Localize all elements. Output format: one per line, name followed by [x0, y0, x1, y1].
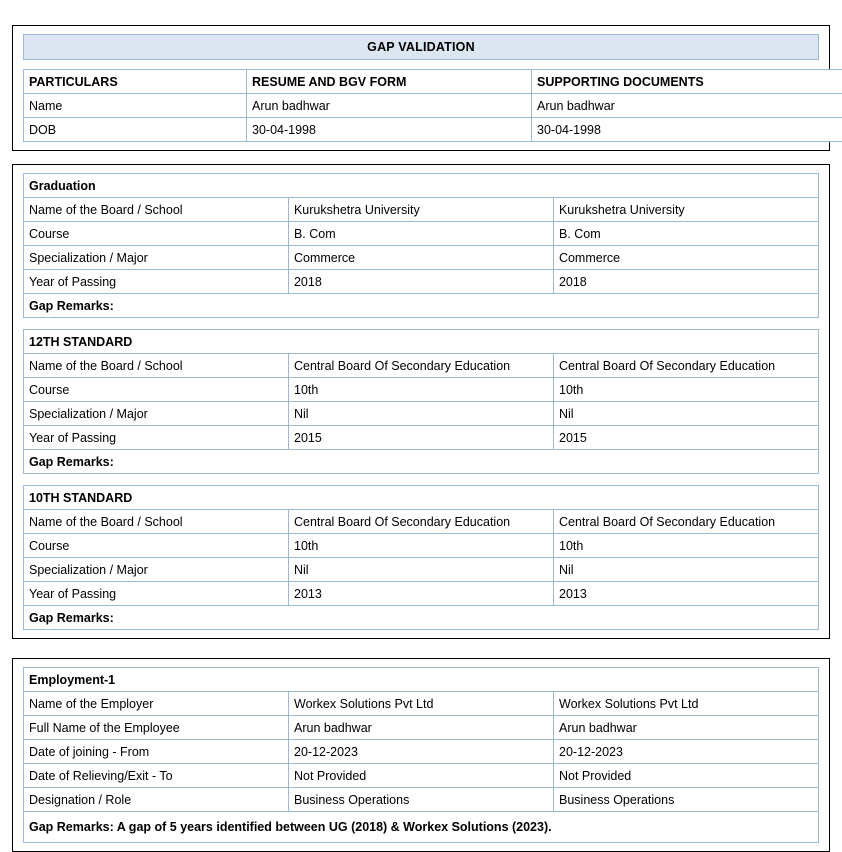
row-label: Name of the Board / School	[24, 198, 289, 222]
block-spacer	[23, 474, 819, 485]
table-row	[24, 716, 819, 740]
band-row	[24, 486, 819, 510]
table-row	[24, 222, 819, 246]
table-row	[24, 510, 819, 534]
row-resume-name: Arun badhwar	[247, 94, 532, 118]
row-label: Course	[24, 222, 289, 246]
row-resume: Kurukshetra University	[288, 198, 553, 222]
row-support: 20-12-2023	[554, 740, 819, 764]
row-resume: Central Board Of Secondary Education	[289, 510, 554, 534]
table-row	[24, 270, 819, 294]
identity-table	[23, 69, 842, 142]
row-support: 2015	[554, 426, 819, 450]
band-graduation: Graduation	[24, 174, 819, 198]
row-label: Date of Relieving/Exit - To	[24, 764, 289, 788]
row-label: Name of the Board / School	[24, 510, 289, 534]
row-resume: Arun badhwar	[289, 716, 554, 740]
employment-table	[23, 667, 819, 843]
identity-section	[12, 25, 830, 151]
row-label: Course	[24, 378, 289, 402]
table-row	[24, 534, 819, 558]
band-employment-1: Employment-1	[24, 668, 819, 692]
employment-section-inner	[13, 659, 829, 851]
gap-remarks-graduation: Gap Remarks:	[24, 294, 819, 318]
row-resume: Business Operations	[289, 788, 554, 812]
row-label: Year of Passing	[24, 582, 289, 606]
band-10th: 10TH STANDARD	[24, 486, 819, 510]
row-resume: Central Board Of Secondary Education	[289, 354, 554, 378]
row-label: Specialization / Major	[24, 402, 289, 426]
row-resume: 2013	[289, 582, 554, 606]
table-row	[24, 246, 819, 270]
row-support: 2013	[554, 582, 819, 606]
page-title: GAP VALIDATION	[23, 34, 819, 60]
table-row	[24, 198, 819, 222]
row-support: Nil	[554, 402, 819, 426]
row-support: B. Com	[553, 222, 818, 246]
table-row	[24, 582, 819, 606]
row-label-dob: DOB	[24, 118, 247, 142]
row-label: Name of the Employer	[24, 692, 289, 716]
column-header-particulars: PARTICULARS	[24, 70, 247, 94]
row-support: 2018	[553, 270, 818, 294]
row-support: Central Board Of Secondary Education	[554, 510, 819, 534]
row-label: Date of joining - From	[24, 740, 289, 764]
row-resume: Not Provided	[289, 764, 554, 788]
twelfth-table	[23, 329, 819, 474]
row-support: Central Board Of Secondary Education	[554, 354, 819, 378]
row-resume: Workex Solutions Pvt Ltd	[289, 692, 554, 716]
row-resume-dob: 30-04-1998	[247, 118, 532, 142]
row-label: Designation / Role	[24, 788, 289, 812]
band-12th: 12TH STANDARD	[24, 330, 819, 354]
row-label: Full Name of the Employee	[24, 716, 289, 740]
row-support: Commerce	[553, 246, 818, 270]
table-header-row	[24, 70, 842, 94]
band-row	[24, 330, 819, 354]
table-row	[24, 118, 842, 142]
band-row	[24, 174, 819, 198]
gap-remarks-10th: Gap Remarks:	[24, 606, 819, 630]
remarks-row	[24, 812, 819, 843]
row-label: Year of Passing	[24, 426, 289, 450]
block-spacer	[23, 318, 819, 329]
section-spacer	[0, 639, 842, 658]
band-row	[24, 668, 819, 692]
table-row	[24, 378, 819, 402]
top-spacer	[0, 0, 842, 25]
remarks-row	[24, 606, 819, 630]
row-support: Business Operations	[554, 788, 819, 812]
table-row	[24, 426, 819, 450]
row-support: 10th	[554, 534, 819, 558]
row-label-name: Name	[24, 94, 247, 118]
row-support: 10th	[554, 378, 819, 402]
row-support-dob: 30-04-1998	[532, 118, 842, 142]
row-support: Arun badhwar	[554, 716, 819, 740]
row-resume: Commerce	[288, 246, 553, 270]
row-resume: 10th	[289, 534, 554, 558]
row-resume: 2015	[289, 426, 554, 450]
graduation-table	[23, 173, 819, 318]
table-row	[24, 788, 819, 812]
row-label: Name of the Board / School	[24, 354, 289, 378]
gap-remarks-employment: Gap Remarks: A gap of 5 years identified between UG (2018) & Workex Solutions (2023).	[24, 812, 819, 843]
remarks-row	[24, 450, 819, 474]
table-row	[24, 764, 819, 788]
table-row	[24, 740, 819, 764]
row-resume: Nil	[289, 558, 554, 582]
row-label: Specialization / Major	[24, 246, 289, 270]
row-support-name: Arun badhwar	[532, 94, 842, 118]
education-section	[12, 164, 830, 639]
identity-section-inner	[13, 26, 829, 150]
tenth-table	[23, 485, 819, 630]
title-spacer	[23, 60, 819, 69]
table-row	[24, 402, 819, 426]
table-row	[24, 94, 842, 118]
row-support: Nil	[554, 558, 819, 582]
table-row	[24, 692, 819, 716]
row-label: Year of Passing	[24, 270, 289, 294]
row-support: Not Provided	[554, 764, 819, 788]
column-header-resume: RESUME AND BGV FORM	[247, 70, 532, 94]
row-resume: 20-12-2023	[289, 740, 554, 764]
education-section-inner	[13, 165, 829, 638]
column-header-supporting: SUPPORTING DOCUMENTS	[532, 70, 842, 94]
table-row	[24, 354, 819, 378]
row-label: Specialization / Major	[24, 558, 289, 582]
remarks-row	[24, 294, 819, 318]
table-row	[24, 558, 819, 582]
gap-remarks-12th: Gap Remarks:	[24, 450, 819, 474]
row-resume: Nil	[289, 402, 554, 426]
row-support: Workex Solutions Pvt Ltd	[554, 692, 819, 716]
row-label: Course	[24, 534, 289, 558]
row-support: Kurukshetra University	[553, 198, 818, 222]
row-resume: 2018	[288, 270, 553, 294]
section-spacer	[0, 151, 842, 164]
row-resume: 10th	[289, 378, 554, 402]
employment-section	[12, 658, 830, 852]
row-resume: B. Com	[288, 222, 553, 246]
